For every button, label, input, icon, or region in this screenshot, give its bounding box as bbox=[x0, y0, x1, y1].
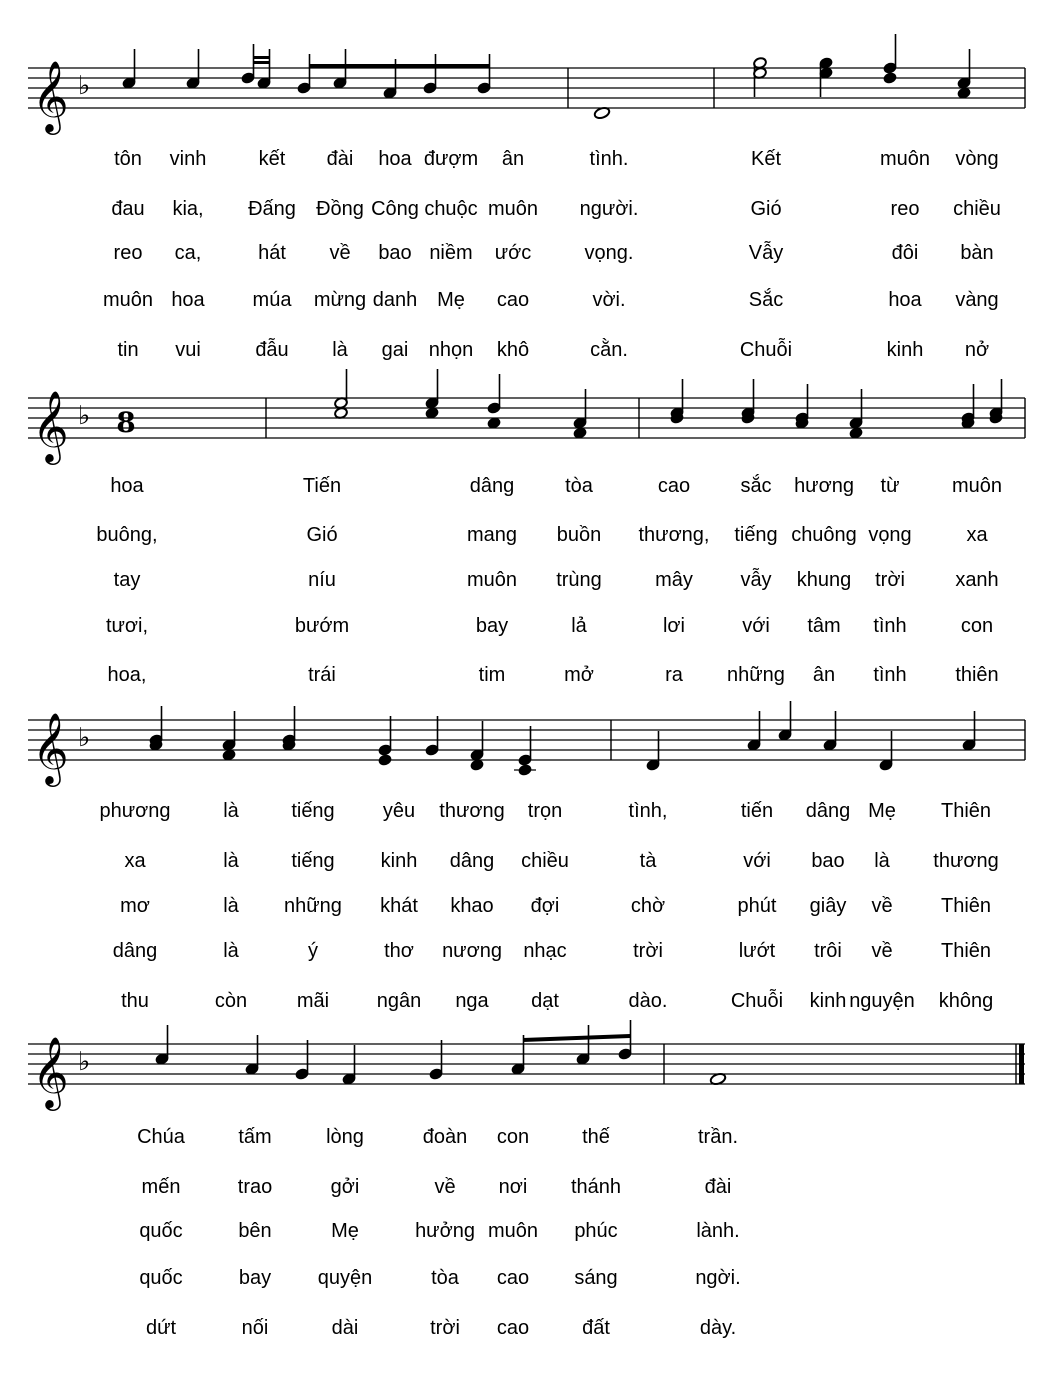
lyric-syllable: gởi bbox=[330, 1176, 360, 1198]
final-bar-line bbox=[1019, 1044, 1024, 1084]
lyric-syllable: dâng bbox=[805, 800, 851, 822]
lyric-syllable: tà bbox=[639, 850, 657, 872]
lyric-syllable: tươi, bbox=[105, 615, 149, 637]
lyric-syllable: Công bbox=[371, 198, 419, 220]
lyric-syllable: hoa bbox=[378, 148, 412, 170]
treble-clef-icon: 𝄞 bbox=[32, 389, 69, 462]
lyric-syllable: bên bbox=[238, 1220, 272, 1242]
lyric-syllable: Thiên bbox=[940, 940, 992, 962]
lyric-syllable: trần. bbox=[697, 1126, 739, 1148]
staff-system bbox=[28, 369, 1025, 465]
lyric-syllable: tiếng bbox=[291, 850, 335, 872]
lyric-syllable: ca, bbox=[174, 242, 202, 264]
flat-key-signature-icon: ♭ bbox=[78, 401, 91, 431]
lyric-syllable: sắc bbox=[740, 475, 772, 497]
staff-system bbox=[28, 1020, 1025, 1111]
lyric-syllable: vọng bbox=[868, 524, 912, 546]
lyric-syllable: tiếng bbox=[291, 800, 335, 822]
lyric-syllable: chờ bbox=[630, 895, 666, 917]
lyric-syllable: chiều bbox=[521, 850, 569, 872]
lyric-syllable: kinh bbox=[380, 850, 418, 872]
lyric-syllable: trôi bbox=[814, 940, 842, 962]
lyric-syllable: hoa bbox=[110, 475, 144, 497]
lyrics-system bbox=[100, 800, 999, 1012]
lyric-syllable: chiều bbox=[953, 198, 1001, 220]
lyric-syllable: khô bbox=[496, 339, 530, 361]
lyric-syllable: hoa, bbox=[107, 664, 147, 686]
lyric-syllable: dứt bbox=[145, 1317, 177, 1339]
lyric-syllable: quốc bbox=[139, 1220, 183, 1242]
lyric-syllable: những bbox=[727, 664, 785, 686]
lyric-syllable: cao bbox=[496, 289, 530, 311]
lyric-syllable: tâm bbox=[807, 615, 841, 637]
lyric-syllable: tin bbox=[117, 339, 139, 361]
lyric-syllable: phương bbox=[99, 800, 171, 822]
lyric-syllable: lướt bbox=[738, 940, 776, 962]
lyric-syllable: sáng bbox=[574, 1267, 618, 1289]
lyric-syllable: là bbox=[332, 339, 348, 361]
lyric-syllable: nương bbox=[442, 940, 502, 962]
lyric-syllable: Đấng bbox=[248, 198, 296, 220]
lyric-syllable: người. bbox=[579, 198, 639, 220]
lyric-syllable: là bbox=[223, 850, 239, 872]
lyric-syllable: Kết bbox=[750, 148, 782, 170]
lyric-syllable: vinh bbox=[169, 148, 207, 170]
lyric-syllable: vời. bbox=[592, 289, 626, 311]
lyric-syllable: thương bbox=[439, 800, 505, 822]
beam bbox=[253, 56, 269, 59]
lyric-syllable: tiến bbox=[740, 800, 774, 822]
lyric-syllable: tấm bbox=[238, 1126, 272, 1148]
treble-clef-icon: 𝄞 bbox=[32, 711, 69, 784]
lyric-syllable: khao bbox=[450, 895, 494, 917]
lyric-syllable: là bbox=[223, 940, 239, 962]
lyric-syllable: tim bbox=[478, 664, 506, 686]
lyric-syllable: con bbox=[960, 615, 994, 637]
lyric-syllable: Mẹ bbox=[868, 800, 896, 822]
lyric-syllable: bướm bbox=[294, 615, 350, 637]
lyrics-system bbox=[96, 474, 1002, 686]
lyric-syllable: cằn. bbox=[590, 339, 628, 361]
lyric-syllable: Tiến bbox=[302, 475, 342, 497]
lyric-syllable: kinh bbox=[809, 990, 847, 1012]
lyric-syllable: thu bbox=[121, 990, 149, 1012]
lyric-syllable: nơi bbox=[498, 1176, 528, 1198]
lyric-syllable: niềm bbox=[429, 242, 473, 264]
lyric-syllable: buồn bbox=[556, 524, 602, 546]
lyric-syllable: vàng bbox=[955, 289, 999, 311]
lyric-syllable: buông, bbox=[96, 524, 158, 546]
flat-key-signature-icon: ♭ bbox=[78, 1047, 91, 1077]
lyric-syllable: thương, bbox=[638, 524, 710, 546]
staff-system bbox=[28, 701, 1025, 787]
lyric-syllable: dạt bbox=[531, 990, 559, 1012]
lyric-syllable: là bbox=[223, 895, 239, 917]
lyric-syllable: xa bbox=[124, 850, 146, 872]
beam bbox=[523, 1034, 630, 1042]
lyric-syllable: về bbox=[434, 1176, 456, 1198]
lyric-syllable: ngân bbox=[376, 990, 422, 1012]
lyric-syllable: trùng bbox=[556, 569, 602, 591]
lyric-syllable: mây bbox=[655, 569, 693, 591]
lyric-syllable: ngời. bbox=[695, 1267, 741, 1289]
lyric-syllable: hoa bbox=[888, 289, 922, 311]
time-signature: 8 bbox=[116, 406, 136, 439]
lyric-syllable: vẫy bbox=[740, 569, 772, 591]
lyric-syllable: dài bbox=[331, 1317, 359, 1339]
lyric-syllable: tòa bbox=[431, 1267, 459, 1289]
lyric-syllable: đài bbox=[704, 1176, 732, 1198]
lyric-syllable: còn bbox=[214, 990, 248, 1012]
lyric-syllable: lơi bbox=[662, 615, 686, 637]
lyric-syllable: những bbox=[284, 895, 342, 917]
lyric-syllable: reo bbox=[890, 198, 920, 220]
lyric-syllable: Chúa bbox=[137, 1126, 185, 1148]
lyric-syllable: bay bbox=[238, 1267, 272, 1289]
lyric-syllable: mến bbox=[141, 1176, 181, 1198]
lyric-syllable: phúc bbox=[574, 1220, 618, 1242]
lyric-syllable: đài bbox=[326, 148, 354, 170]
lyric-syllable: bay bbox=[475, 615, 509, 637]
lyric-syllable: lòng bbox=[326, 1126, 364, 1148]
lyric-syllable: tay bbox=[113, 569, 141, 591]
lyric-syllable: nối bbox=[241, 1317, 269, 1339]
lyric-syllable: tôn bbox=[114, 148, 142, 170]
lyric-syllable: dâng bbox=[112, 940, 158, 962]
lyric-syllable: bàn bbox=[960, 242, 994, 264]
lyric-syllable: tiếng bbox=[734, 524, 778, 546]
lyric-syllable: hoa bbox=[171, 289, 205, 311]
lyric-syllable: dày. bbox=[699, 1317, 737, 1339]
lyric-syllable: muôn bbox=[879, 148, 931, 170]
lyrics-system bbox=[137, 1126, 741, 1339]
lyric-syllable: trọn bbox=[527, 800, 563, 822]
lyric-syllable: Đồng bbox=[316, 198, 364, 220]
lyric-syllable: tình. bbox=[589, 148, 629, 170]
note-head bbox=[883, 72, 897, 85]
lyric-syllable: với bbox=[742, 615, 770, 637]
lyric-syllable: không bbox=[938, 990, 994, 1012]
lyric-syllable: Mẹ bbox=[437, 289, 465, 311]
lyric-syllable: trái bbox=[308, 664, 336, 686]
lyric-syllable: mang bbox=[466, 524, 518, 546]
staff-system bbox=[28, 34, 1025, 135]
treble-clef-icon: 𝄞 bbox=[32, 59, 69, 132]
lyric-syllable: đôi bbox=[891, 242, 919, 264]
lyric-syllable: trời bbox=[875, 569, 905, 591]
lyric-syllable: muôn bbox=[951, 475, 1003, 497]
lyric-syllable: đau bbox=[111, 198, 145, 220]
lyric-syllable: Gió bbox=[750, 198, 782, 220]
lyric-syllable: thánh bbox=[570, 1176, 622, 1198]
lyric-syllable: dâng bbox=[449, 850, 495, 872]
lyric-syllable: múa bbox=[252, 289, 292, 311]
lyric-syllable: lành. bbox=[696, 1220, 740, 1242]
lyric-syllable: muôn bbox=[102, 289, 154, 311]
flat-key-signature-icon: ♭ bbox=[78, 723, 91, 753]
lyric-syllable: bao bbox=[811, 850, 845, 872]
lyric-syllable: về bbox=[329, 242, 351, 264]
lyric-syllable: danh bbox=[372, 289, 418, 311]
lyric-syllable: Gió bbox=[306, 524, 338, 546]
lyric-syllable: quyện bbox=[317, 1267, 373, 1289]
lyrics-system bbox=[103, 148, 1001, 361]
lyric-syllable: thơ bbox=[384, 940, 414, 962]
lyric-syllable: nga bbox=[455, 990, 489, 1012]
lyric-syllable: đất bbox=[582, 1317, 610, 1339]
lyric-syllable: tình bbox=[873, 615, 907, 637]
lyric-syllable: mở bbox=[564, 664, 594, 686]
lyric-syllable: ân bbox=[812, 664, 836, 686]
lyric-syllable: Vẫy bbox=[748, 242, 784, 264]
lyric-syllable: trao bbox=[237, 1176, 273, 1198]
lyric-syllable: Mẹ bbox=[331, 1220, 359, 1242]
treble-clef-icon: 𝄞 bbox=[32, 1035, 69, 1108]
lyric-syllable: hương bbox=[794, 475, 854, 497]
lyric-syllable: mãi bbox=[296, 990, 330, 1012]
lyric-syllable: yêu bbox=[382, 800, 416, 822]
lyric-syllable: níu bbox=[308, 569, 336, 591]
lyric-syllable: tình, bbox=[628, 800, 668, 822]
lyric-syllable: trời bbox=[633, 940, 663, 962]
lyric-syllable: Chuỗi bbox=[739, 339, 793, 361]
lyric-syllable: nở bbox=[964, 339, 990, 361]
lyric-syllable: thương bbox=[933, 850, 999, 872]
lyric-syllable: trời bbox=[430, 1317, 460, 1339]
lyric-syllable: nguyện bbox=[849, 990, 915, 1012]
lyric-syllable: về bbox=[871, 895, 893, 917]
lyric-syllable: ra bbox=[665, 664, 683, 686]
lyric-syllable: chuông bbox=[791, 524, 857, 546]
flat-key-signature-icon: ♭ bbox=[78, 71, 91, 101]
lyric-syllable: với bbox=[743, 850, 771, 872]
lyric-syllable: khát bbox=[380, 895, 418, 917]
lyric-syllable: tòa bbox=[565, 475, 593, 497]
lyric-syllable: muôn bbox=[487, 198, 539, 220]
lyric-syllable: về bbox=[871, 940, 893, 962]
lyric-syllable: chuộc bbox=[424, 198, 478, 220]
lyric-syllable: vọng. bbox=[584, 242, 634, 264]
lyric-syllable: reo bbox=[113, 242, 143, 264]
lyric-syllable: giây bbox=[809, 895, 847, 917]
lyric-syllable: hát bbox=[258, 242, 286, 264]
lyric-syllable: đoàn bbox=[422, 1126, 468, 1148]
lyric-syllable: xanh bbox=[955, 569, 999, 591]
lyric-syllable: ý bbox=[308, 940, 318, 962]
lyric-syllable: kia, bbox=[172, 198, 204, 220]
lyric-syllable: muôn bbox=[487, 1220, 539, 1242]
lyric-syllable: kinh bbox=[886, 339, 924, 361]
lyric-syllable: đợi bbox=[530, 895, 560, 917]
lyric-syllable: gai bbox=[381, 339, 409, 361]
lyric-syllable: quốc bbox=[139, 1267, 183, 1289]
lyric-syllable: Thiên bbox=[940, 895, 992, 917]
lyric-syllable: nhạc bbox=[523, 940, 567, 962]
lyric-syllable: vòng bbox=[955, 148, 999, 170]
lyric-syllable: lả bbox=[571, 615, 587, 637]
lyric-syllable: đượm bbox=[423, 148, 479, 170]
lyric-syllable: kết bbox=[258, 148, 286, 170]
beam bbox=[253, 61, 269, 64]
lyric-syllable: ước bbox=[494, 242, 532, 264]
lyric-syllable: thiên bbox=[955, 664, 999, 686]
lyric-syllable: phút bbox=[737, 895, 777, 917]
lyric-syllable: Chuỗi bbox=[730, 990, 784, 1012]
lyric-syllable: hưởng bbox=[415, 1220, 475, 1242]
lyric-syllable: mừng bbox=[313, 289, 367, 311]
lyric-syllable: dâng bbox=[469, 475, 515, 497]
lyric-syllable: xa bbox=[966, 524, 988, 546]
lyric-syllable: từ bbox=[880, 475, 900, 497]
lyric-syllable: cao bbox=[496, 1317, 530, 1339]
lyric-syllable: cao bbox=[496, 1267, 530, 1289]
lyric-syllable: cao bbox=[657, 475, 691, 497]
note-head bbox=[378, 754, 392, 767]
lyric-syllable: nhọn bbox=[428, 339, 474, 361]
lyric-syllable: là bbox=[223, 800, 239, 822]
lyric-syllable: con bbox=[496, 1126, 530, 1148]
lyric-syllable: ân bbox=[501, 148, 525, 170]
lyric-syllable: khung bbox=[796, 569, 852, 591]
lyric-syllable: thế bbox=[582, 1126, 610, 1148]
lyric-syllable: là bbox=[874, 850, 890, 872]
lyric-syllable: muôn bbox=[466, 569, 518, 591]
lyric-syllable: bao bbox=[378, 242, 412, 264]
lyric-syllable: vui bbox=[175, 339, 201, 361]
lyric-syllable: mơ bbox=[120, 895, 150, 917]
beam bbox=[309, 64, 489, 68]
lyric-syllable: đẫu bbox=[255, 339, 289, 361]
lyric-syllable: Thiên bbox=[940, 800, 992, 822]
lyric-syllable: tình bbox=[873, 664, 907, 686]
lyric-syllable: dào. bbox=[628, 990, 668, 1012]
lyric-syllable: Sắc bbox=[748, 289, 784, 311]
